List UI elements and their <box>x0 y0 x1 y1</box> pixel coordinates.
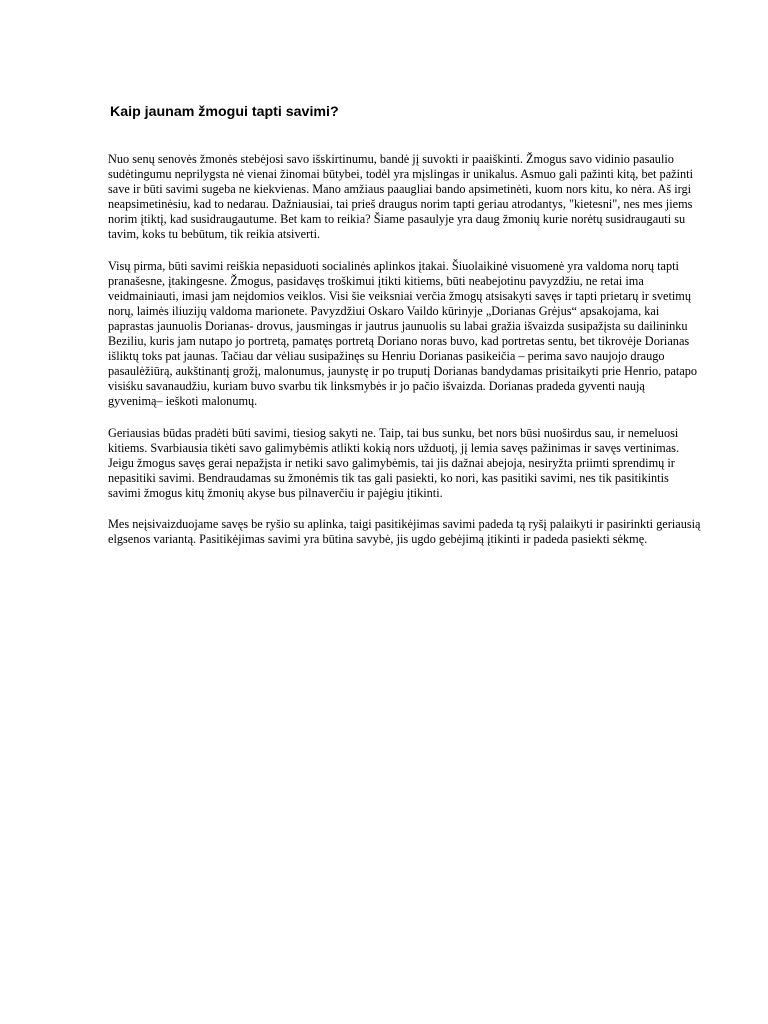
paragraph-4 <box>108 517 738 547</box>
text-line: neapsimetinėsiu, kad to nedarau. Dažniausiai, tai prieš draugus norim tapti geriau atrodantys, "kietesni", nes mes jiems <box>108 197 693 212</box>
text-line: Geriausias būdas pradėti būti savimi, tiesiog sakyti ne. Taip, tai bus sunku, bet nors būsi nuoširdus sau, ir nemeluosi <box>108 425 679 440</box>
document-body <box>108 152 738 563</box>
text-line: nepasitiki savimi. Bendraudamas su žmonėmis tik tas gali pasiekti, ko nori, kas pasitiki savimi, nes tik pasitikintis <box>108 470 669 485</box>
document-title: Kaip jaunam žmogui tapti savimi? <box>110 104 339 120</box>
text-line: savimi žmogus kitų žmonių akyse bus pilnaverčiu ir pajėgiu įtikinti. <box>108 485 443 500</box>
text-line: sudėtingumu neprilygsta nė vienai žinomai būtybei, todėl yra mįslingas ir unikalus. Asmuo gali pažinti kitą, bet pažinti <box>108 167 694 182</box>
text-line: gyvenimą– ieškoti malonumų. <box>108 394 258 409</box>
text-line: elgsenos variantą. Pasitikėjimas savimi yra būtina savybė, jis ugdo gebėjimą įtikinti ir padeda pasiekti sėkmę. <box>108 532 648 547</box>
text-line: tavim, koks tu bebūtum, tik reikia atsiverti. <box>108 227 321 242</box>
paragraph-1 <box>108 152 738 243</box>
text-line: visiśku savanaudžiu, kuriam buvo svarbu tik linksmybės ir jo pačio išvaizda. Dorianas pradeda gyventi naują <box>108 379 645 394</box>
text-line: Mes neįsivaizduojame savęs be ryšio su aplinka, taigi pasitikėjimas savimi padeda tą ryšį palaikyti ir pasirinkti geriausią <box>108 516 701 531</box>
text-line: norų, laimės iliuzijų valdoma marionete. Pavyzdžiui Oskaro Vaildo kūrinyje „Dorianas Grėjus“ apsakojama, kai <box>108 303 660 318</box>
text-line: pranašesne, įtakingesne. Žmogus, pasidavęs troškimui įtikti kitiems, būti neabejotinu pavyzdžiu, ne retai ima <box>108 273 644 288</box>
text-line: paprastas jaunuolis Dorianas- drovus, jausmingas ir jautrus jaunuolis su labai gražia išvaizda susipažįsta su dailininku <box>108 318 688 333</box>
text-line: Nuo senų senovės žmonės stebėjosi savo išskirtinumu, bandė jį suvokti ir paaiškinti. Žmogus savo vidinio pasaulio <box>108 152 674 166</box>
text-line: Jeigu žmogus savęs gerai nepažįsta ir netiki savo galimybėmis, tai jis dažnai abejoja, nesiryžta priimti sprendimų ir <box>108 455 675 470</box>
text-line: pasaulėžiūrą, aukštinantį grožį, malonumus, jaunystę ir po truputį Dorianas bandydamas prisitaikyti prie Henrio, patapo <box>108 364 698 379</box>
text-line: save ir būti savimi sugeba ne kiekvienas. Mano amžiaus paaugliai bando apsimetinėti, kuom nors kitu, ko nėra. Aš irgi <box>108 182 692 197</box>
text-line: Beziliu, kuris jam nutapo jo portretą, pamatęs portretą Doriano noras buvo, kad portretas sentu, bet tikrovėje Dorianas <box>108 334 690 349</box>
paragraph-2 <box>108 259 738 410</box>
text-line: norim įtiktį, kad susidraugautume. Bet kam to reikia? Šiame pasaulyje yra daug žmonių kurie norėtų susidraugauti su <box>108 212 686 227</box>
text-line: Visų pirma, būti savimi reiškia nepasiduoti socialinės aplinkos įtakai. Šiuolaikinė visuomenė yra valdoma norų tapti <box>108 258 679 273</box>
text-line: veidmainiauti, imasi jam neįdomios veiklos. Visi šie veiksniai verčia žmogų atsisakyti savęs ir tapti prietarų ir svetimų <box>108 288 692 303</box>
text-line: kitiems. Svarbiausia tikėti savo galimybėmis atlikti kokią nors užduotį, jį lemia savęs pažinimas ir savęs vertinimas. <box>108 440 680 455</box>
paragraph-3 <box>108 426 738 501</box>
text-line: išliktų toks pat jaunas. Tačiau dar vėliau susipažinęs su Henriu Dorianas pasikeičia – perima savo naujojo draugo <box>108 349 665 364</box>
